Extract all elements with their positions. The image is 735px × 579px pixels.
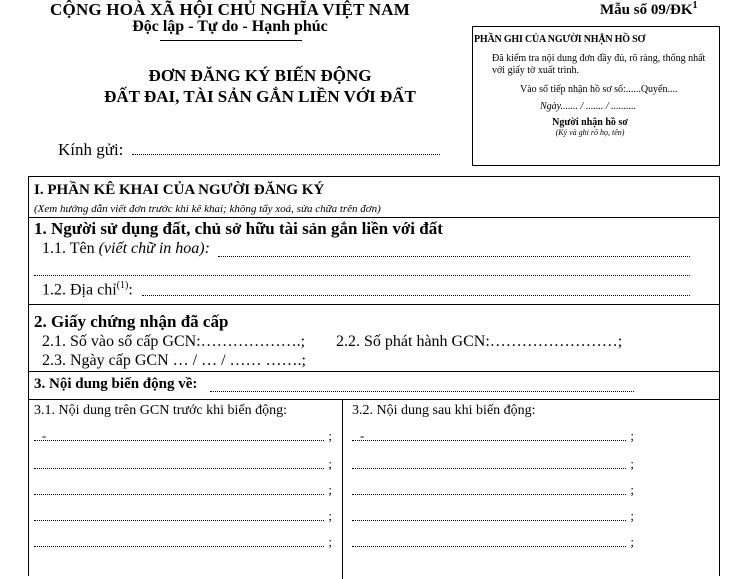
row-dots [352, 494, 626, 495]
row-semicolon: ; [630, 428, 634, 443]
item2-title: 2. Giấy chứng nhận đã cấp [34, 312, 229, 331]
item1-name-label [42, 240, 210, 258]
row-dots [34, 546, 324, 547]
row-semicolon: ; [328, 456, 332, 471]
after-change-row[interactable] [352, 484, 634, 498]
row-semicolon: ; [630, 482, 634, 497]
before-change-row[interactable] [34, 510, 332, 524]
address-colon: : [128, 281, 133, 299]
receiver-box-note: Đã kiểm tra nội dung đơn đầy đủ, rõ ràng, thống nhất với giấy tờ xuất trình. [492, 53, 706, 76]
row-semicolon: ; [328, 534, 332, 549]
form-number [600, 0, 698, 19]
recipient-label: Kính gửi: [58, 140, 124, 159]
row-dots [352, 520, 626, 521]
row-semicolon: ; [630, 456, 634, 471]
row-dash: - [42, 428, 47, 443]
row-divider [28, 217, 720, 218]
receiver-box-title: PHẦN GHI CỦA NGƯỜI NHẬN HỒ SƠ [474, 34, 646, 45]
column-divider [342, 399, 343, 579]
row-semicolon: ; [328, 482, 332, 497]
receiver-date: Ngày....... / ....... / .......... [540, 101, 637, 112]
row-semicolon: ; [328, 428, 332, 443]
address-label-text: 1.2. Địa chỉ [42, 281, 117, 299]
address-field[interactable] [142, 295, 690, 296]
name-field-line2[interactable] [34, 275, 690, 276]
nation-title: CỘNG HOÀ XÃ HỘI CHỦ NGHĨA VIỆT NAM [50, 0, 410, 19]
address-footnote: (1) [116, 280, 129, 291]
before-change-label: 3.1. Nội dung trên GCN trước khi biến động: [34, 403, 287, 418]
name-label-text: 1.1. Tên [42, 240, 95, 257]
after-change-label: 3.2. Nội dung sau khi biến động: [352, 403, 536, 418]
change-content-field[interactable] [210, 391, 634, 392]
after-change-row[interactable] [352, 536, 634, 550]
certificate-serial-number: 2.2. Số phát hành GCN:……………………; [336, 333, 623, 350]
name-label-hint: (viết chữ in hoa): [98, 240, 210, 257]
form-number-text: Mẫu số 09/ĐK [600, 2, 693, 18]
row-divider [28, 304, 720, 305]
recipient-field[interactable] [132, 154, 440, 155]
receiver-signer-note: (Ký và ghi rõ họ, tên) [555, 128, 625, 137]
name-field[interactable] [218, 256, 690, 257]
row-semicolon: ; [630, 508, 634, 523]
after-change-row[interactable] [352, 458, 634, 472]
form-title-line1: ĐƠN ĐĂNG KÝ BIẾN ĐỘNG [148, 66, 372, 85]
row-divider [28, 399, 720, 400]
after-change-row[interactable] [352, 430, 634, 444]
before-change-row[interactable] [34, 430, 332, 444]
certificate-issue-date: 2.3. Ngày cấp GCN … / … / …… …….; [42, 352, 306, 369]
section1-title: I. PHẦN KÊ KHAI CỦA NGƯỜI ĐĂNG KÝ [34, 182, 325, 198]
row-semicolon: ; [630, 534, 634, 549]
motto-underline [160, 40, 302, 41]
after-change-row[interactable] [352, 510, 634, 524]
receiver-signer: Người nhận hồ sơ [552, 117, 628, 128]
row-dots [352, 546, 626, 547]
item1-address-label [42, 280, 133, 299]
form-number-sup: 1 [692, 0, 698, 11]
section1-note: (Xem hướng dẫn viết đơn trước khi kê khai; không tẩy xoá, sửa chữa trên đơn) [34, 203, 381, 215]
row-dots [34, 440, 324, 441]
row-dots [34, 520, 324, 521]
before-change-row[interactable] [34, 484, 332, 498]
certificate-book-number: 2.1. Số vào sổ cấp GCN:……………….; [42, 333, 306, 350]
item1-title: 1. Người sử dụng đất, chủ sở hữu tài sản gắn liền với đất [34, 219, 443, 238]
before-change-row[interactable] [34, 536, 332, 550]
row-dots [34, 468, 324, 469]
row-dots [352, 440, 626, 441]
row-semicolon: ; [328, 508, 332, 523]
row-dash: - [360, 428, 365, 443]
before-change-row[interactable] [34, 458, 332, 472]
receiver-book-entry: Vào sổ tiếp nhận hồ sơ số:......Quyển.... [520, 84, 678, 95]
row-divider [28, 371, 720, 372]
row-dots [352, 468, 626, 469]
item3-title: 3. Nội dung biến động về: [34, 376, 198, 392]
receiver-box [472, 26, 720, 166]
row-dots [34, 494, 324, 495]
motto: Độc lập - Tự do - Hạnh phúc [132, 18, 328, 35]
form-title-line2: ĐẤT ĐAI, TÀI SẢN GẮN LIỀN VỚI ĐẤT [104, 87, 416, 106]
